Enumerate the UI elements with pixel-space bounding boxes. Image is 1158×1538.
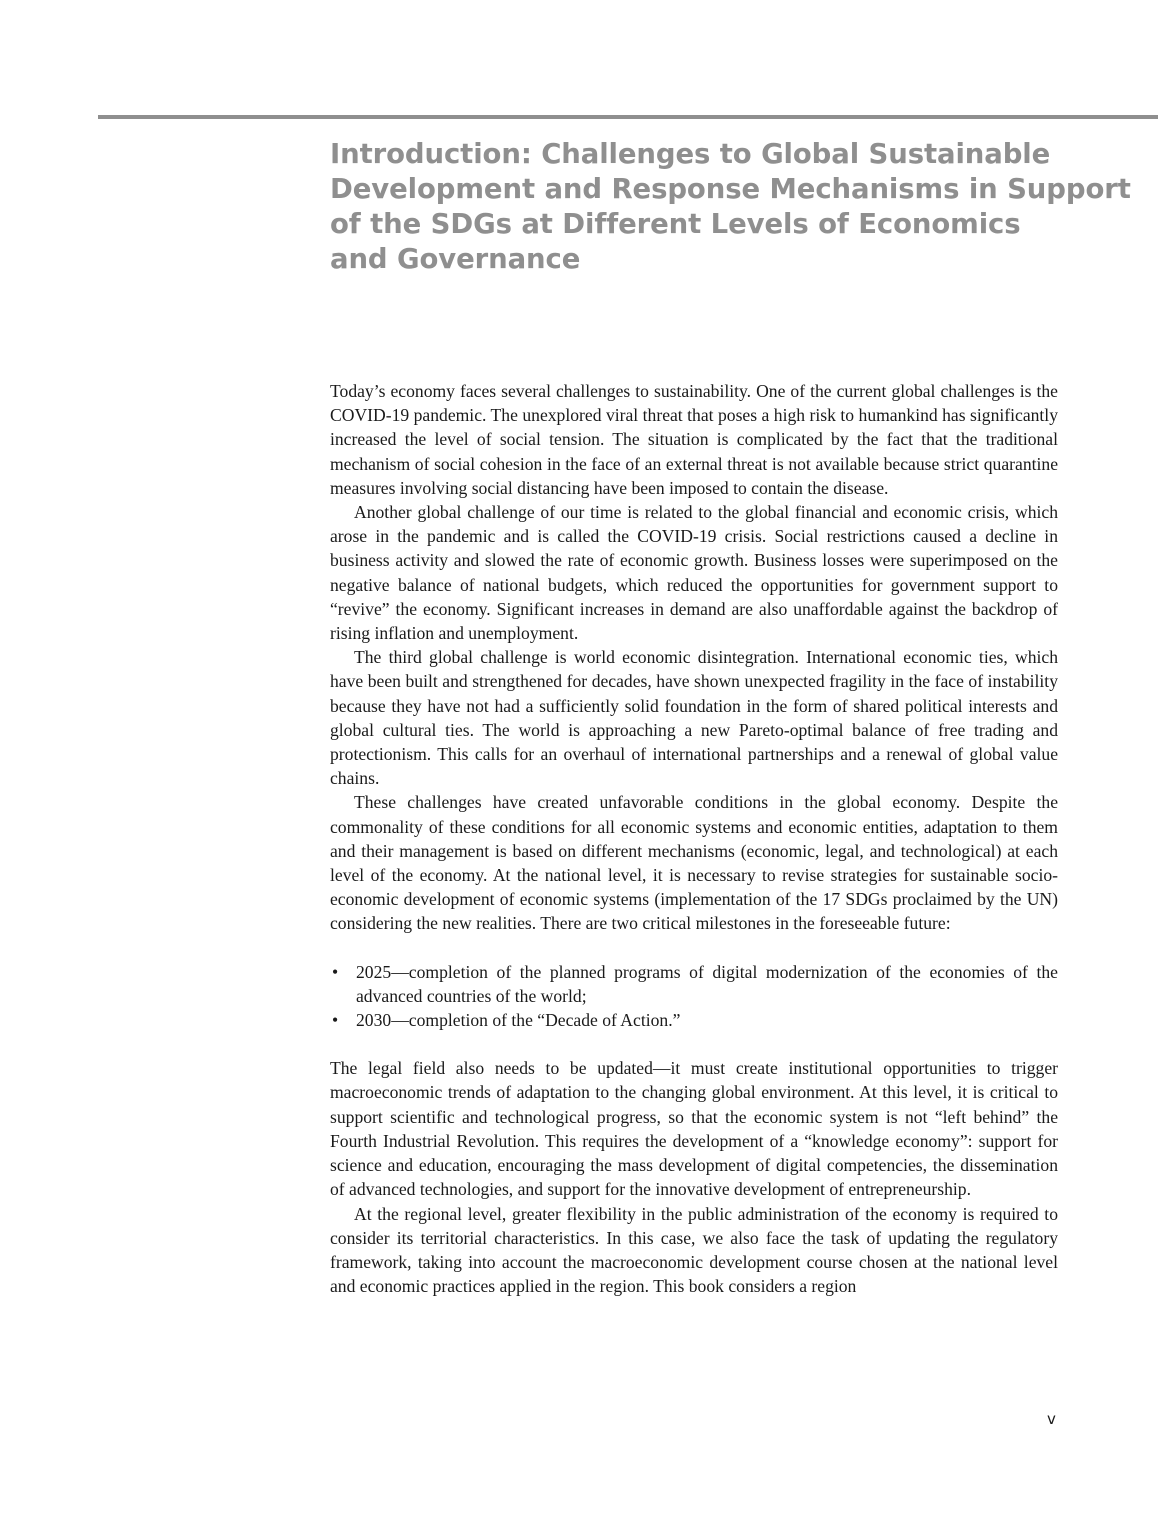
paragraph: Today’s economy faces several challenges to sustainability. One of the current global challenges is the COVID-19 pandemic. The unexplored viral threat that poses a high risk to humankind has significantly increased the level of social tension. The situation is complicated by the fact that the traditional mechanism of social cohesion in the face of an external threat is not available because strict quarantine measures involving social distancing have been imposed to contain the disease.	[330, 381, 1058, 498]
list-item-text: 2030—completion of the “Decade of Action.”	[356, 1010, 681, 1031]
body-text	[330, 379, 1058, 1298]
paragraph: These challenges have created unfavorable conditions in the global economy. Despite the commonality of these conditions for all economic systems and economic entities, adaptation to them and their management is based on different mechanisms (economic, legal, and technological) at each level of the economy. At the national level, it is necessary to revise strategies for sustainable socio-economic development of economic systems (implementation of the 17 SDGs proclaimed by the UN) considering the new realities. There are two critical milestones in the foreseeable future:	[330, 792, 1058, 934]
paragraph: Another global challenge of our time is related to the global financial and economic crisis, which arose in the pandemic and is called the COVID-19 crisis. Social restrictions caused a decline in business activity and slowed the rate of economic growth. Business losses were superimposed on the negative balance of national budgets, which reduced the opportunities for government support to “revive” the economy. Significant increases in demand are also unaffordable against the backdrop of rising inflation and unemployment.	[330, 502, 1058, 644]
milestone-list	[330, 960, 1058, 1033]
bullet-icon: •	[332, 1010, 339, 1031]
list-item	[330, 1008, 1058, 1032]
paragraph: The legal field also needs to be updated—it must create institutional opportunities to trigger macroeconomic trends of adaptation to the changing global environment. At this level, it is critical to support scientific and technological progress, so that the economic system is not “left behind” the Fourth Industrial Revolution. This requires the development of a “knowledge economy”: support for science and education, encouraging the mass development of digital competencies, the dissemination of advanced technologies, and support for the innovative development of entrepreneurship.	[330, 1058, 1058, 1200]
list-item	[330, 960, 1058, 1008]
paragraph: The third global challenge is world economic disintegration. International economic ties, which have been built and strengthened for decades, have shown unexpected fragility in the face of instability because they have not had a sufficiently solid foundation in the form of shared political interests and global cultural ties. The world is approaching a new Pareto-optimal balance of free trading and protectionism. This calls for an overhaul of international partnerships and a renewal of global value chains.	[330, 647, 1058, 789]
header-rule	[98, 115, 1158, 119]
chapter-title	[330, 137, 1131, 277]
chapter-title-line: Development and Response Mechanisms in Support	[330, 173, 1131, 205]
chapter-title-line: Introduction: Challenges to Global Sustainable	[330, 138, 1051, 170]
chapter-title-line: and Governance	[330, 243, 581, 275]
bullet-icon: •	[332, 961, 339, 982]
page-number: v	[1047, 1410, 1056, 1428]
paragraph: At the regional level, greater flexibility in the public administration of the economy is required to consider its territorial characteristics. In this case, we also face the task of updating the regulatory framework, taking into account the macroeconomic development course chosen at the national level and economic practices applied in the region. This book considers a region	[330, 1203, 1058, 1297]
chapter-title-line: of the SDGs at Different Levels of Economics	[330, 208, 1021, 240]
list-item-text: 2025—completion of the planned programs of digital modernization of the economies of the advanced countries of the world;	[356, 961, 1058, 1006]
